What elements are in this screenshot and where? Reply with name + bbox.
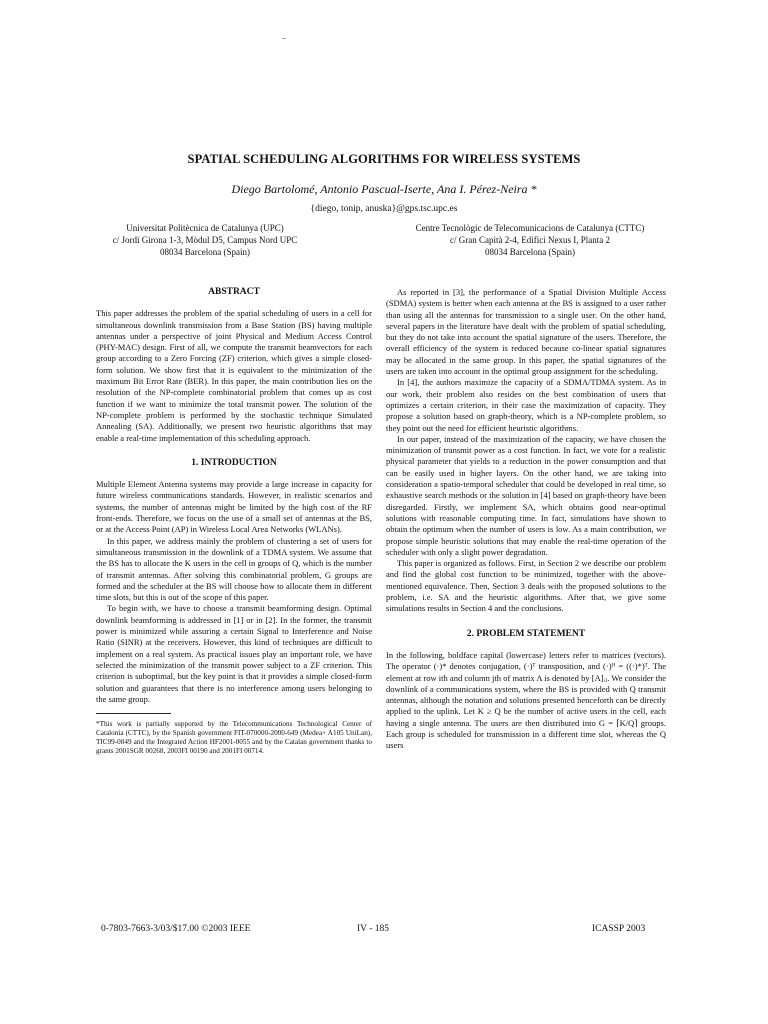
paper-authors: Diego Bartolomé, Antonio Pascual-Iserte, Ana I. Pérez-Neira * <box>231 182 537 196</box>
intro-paragraph-3: To begin with, we have to choose a transmit beamforming design. Optimal downlink beamforming is addressed in [1] or in [2]. In the former, the transmit power is minimized while assuring a certain Signal to Interference and Noise Ratio (SINR) at the receivers. However, this kind of techniques are difficult to implement on a real system. As practical issues play an important role, we have selected the minimization of the transmit power subject to a ZF criterion. This criterion is suboptimal, but the key point is that it provides a simple closed-form solution and guarantees that there is no interference among users belonging to the same group. <box>96 603 372 704</box>
affiliation-line: Centre Tecnològic de Telecomunicacions de Catalunya (CTTC) <box>415 223 645 233</box>
affiliation-line: c/ Jordi Girona 1-3, Mòdul D5, Campus Nord UPC <box>112 235 298 245</box>
right-paragraph-1: As reported in [3], the performance of a Spatial Division Multiple Access (SDMA) system is better when each antenna at the BS is assigned to a user rather than using all the antennas for transmission to a single user. On the other hand, several papers in the literature have dealt with the problem of spatial scheduling, but they do not take into account the spatial signature of the users. Therefore, the overall efficiency of the system is reduced because co-linear spatial signatures may be allocated in the same group. In this paper, the spatial signatures of the users are taken into account in the optimal group assignment for the scheduling. <box>386 287 666 377</box>
problem-paragraph: In the following, boldface capital (lowercase) letters refer to matrices (vectors). The operator (·)* denotes conjugation, (·)ᵀ transposition, and (·)ᴴ = ((·)*)ᵀ. The element at row ith and column jth of matrix A is denoted by [A]ᵢⱼ. We consider the downlink of a communications system, where the BS is provided with Q transmit antennas, although the notation and solutions presented henceforth can be directly applied to the uplink. Let K ≥ Q be the number of active users in the cell, each having a single antenna. The users are then distributed into G = ⌈K/Q⌉ groups. Each group is scheduled for transmission in a different time slot, whereas the Q users <box>386 649 666 751</box>
affiliation-left <box>80 222 330 258</box>
footer-copyright: 0-7803-7663-3/03/$17.00 ©2003 IEEE <box>101 924 251 934</box>
author-email: {diego, tonip, anuska}@gps.tsc.upc.es <box>310 204 458 214</box>
abstract-text: This paper addresses the problem of the spatial scheduling of users in a cell for simultaneous downlink transmission from a Base Station (BS) having multiple antennas under a perspective of joint Physical and Medium Access Control (PHY-MAC) design. First of all, we compute the transmit beamvectors for each group according to a Zero Forcing (ZF) criterion, which gives a simple closed-form solution. We show first that it is equivalent to the minimization of the maximum Bit Error Rate (BER). In this paper, the main contribution lies on the resolution of the NP-complete combinatorial problem that comes up as cost function if we want to minimize the total transmit power. The solution of the NP-complete problem is performed by the stochastic technique Simulated Annealing (SA). Additionally, we present two heuristic algorithms that may enable a real-time implementation of this scheduling approach. <box>96 308 372 443</box>
right-paragraph-2: In [4], the authors maximize the capacity of a SDMA/TDMA system. As in our work, their problem also resides on the best combination of users that optimizes a certain criterion, in their case the maximization of capacity. They propose a solution based on graph-theory, which is a NP-complete problem, so they point out the need for efficient heuristic algorithms. <box>386 377 666 433</box>
affiliation-line: 08034 Barcelona (Spain) <box>485 247 575 257</box>
affiliation-line: c/ Gran Capità 2-4, Edifici Nexus I, Planta 2 <box>450 235 610 245</box>
affiliation-right <box>385 222 675 258</box>
introduction-heading: 1. INTRODUCTION <box>191 457 277 468</box>
intro-paragraph-1: Multiple Element Antenna systems may provide a large increase in capacity for future wireless communications standards. However, in realistic scenarios and systems, the number of antennas might be limited by the high cost of the RF front-ends. Therefore, we focus on the use of a small set of antennas at the BS, or at the Access Point (AP) in Wireless Local Area Networks (WLANs). <box>96 479 372 535</box>
paper-title: SPATIAL SCHEDULING ALGORITHMS FOR WIRELESS SYSTEMS <box>187 152 581 166</box>
left-column <box>96 287 372 756</box>
right-paragraph-3: In our paper, instead of the maximization of the capacity, we have chosen the minimization of transmit power as a cost function. In fact, we vote for a realistic physical parameter that yields to a reduction in the power consumption and that can be easily used in higher layers. On the other hand, we are taking into consideration a spatio-temporal scheduler that could be developed in real time, so exhaustive search methods or the solution in [4] based on graph-theory have been disregarded. Firstly, we implement SA, which obtains good near-optimal solutions with reasonable computing time. In fact, simulations have shown to obtain the optimum when the number of users is low. As a main contribution, we propose simple heuristic solutions that may enable the real-time operation of the scheduler with only a slight power degradation. <box>386 433 666 557</box>
footer-conference: ICASSP 2003 <box>592 924 646 934</box>
right-column <box>386 287 666 752</box>
abstract-heading: ABSTRACT <box>208 287 260 297</box>
footnote: *This work is partially supported by the Telecommunications Technological Center of Catalonia (CTTC), by the Spanish government FIT-070000-2000-649 (Medea+ A105 UniLan), TIC99-0849 and the Integrated Action HF2001-0055 and by the Catalan government thanks to grants 2001SGR 00268, 2003FI 00190 and 2001FI 00714. <box>96 720 372 756</box>
scan-mark <box>282 38 286 39</box>
intro-paragraph-2: In this paper, we address mainly the problem of clustering a set of users for simultaneous transmission in the downlink of a TDMA system. We assume that the BS has to allocate the K users in the cell in groups of Q, which is the number of transmit antennas. After solving this combinatorial problem, G groups are formed and the scheduler at the BS will choose how to allocate them in different time slots, but this is out of the scope of this paper. <box>96 535 372 603</box>
problem-statement-heading: 2. PROBLEM STATEMENT <box>466 628 586 639</box>
affiliation-line: Universitat Politècnica de Catalunya (UPC) <box>126 223 284 233</box>
affiliation-line: 08034 Barcelona (Spain) <box>160 247 250 257</box>
footer-page-number: IV - 185 <box>357 924 390 934</box>
right-paragraph-4: This paper is organized as follows. First, in Section 2 we describe our problem and find the global cost function to be minimized, together with the above-mentioned equivalence. Then, Section 3 deals with the proposed solutions to the problem, i.e. SA and the heuristic algorithms. After that, we give some simulations results in Section 4 and the conclusions. <box>386 558 666 614</box>
footnote-rule <box>96 713 171 714</box>
